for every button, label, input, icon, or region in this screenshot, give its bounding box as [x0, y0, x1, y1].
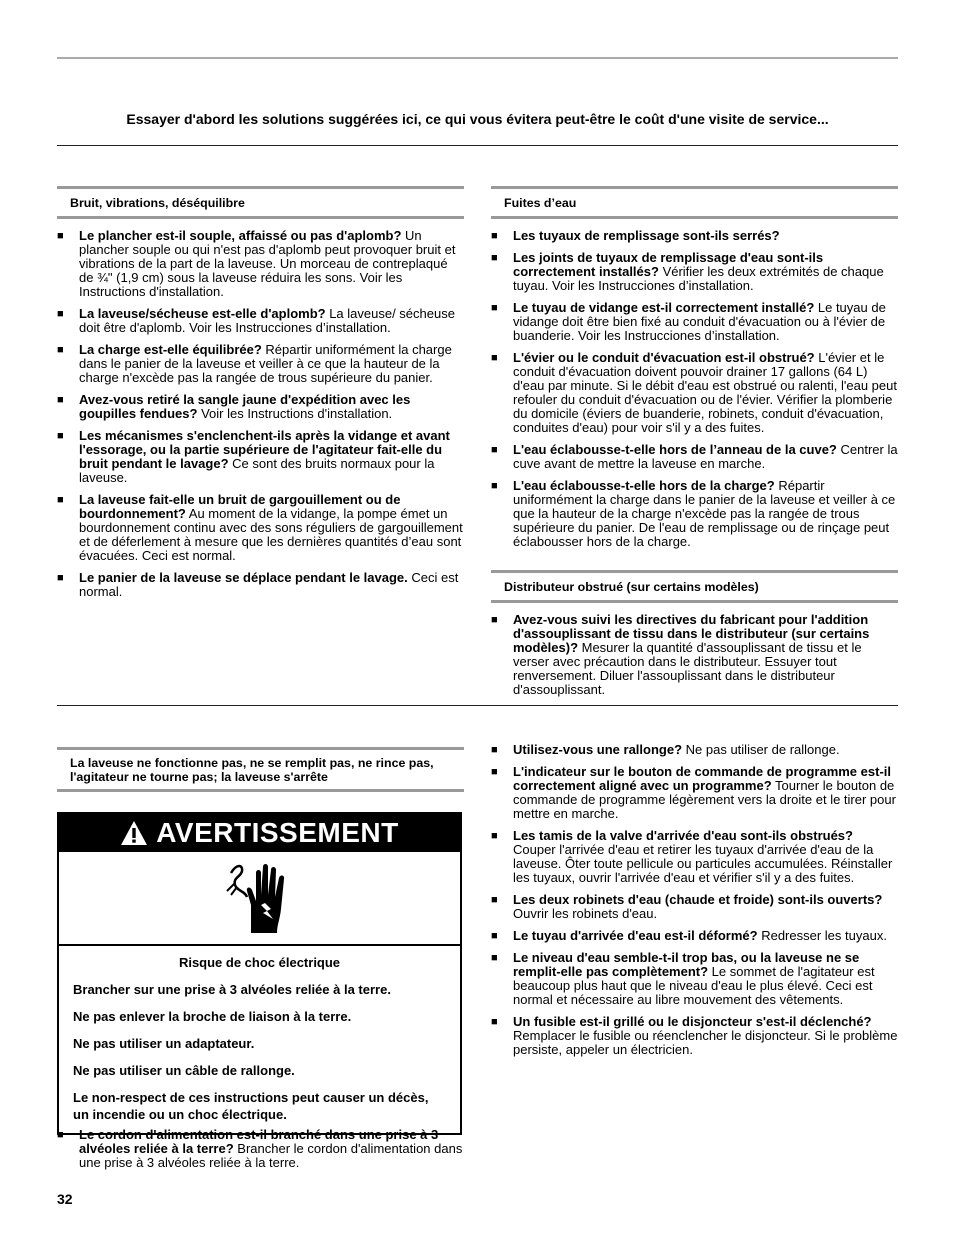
- list-item: [491, 929, 898, 943]
- list-item: [491, 743, 898, 757]
- question-text: L'eau éclabousse-t-elle hors de la charge?: [513, 478, 775, 493]
- question-text: Utilisez-vous une rallonge?: [513, 742, 683, 757]
- question-text: Le plancher est-il souple, affaissé ou pas d'aplomb?: [79, 228, 402, 243]
- section-leaks: [491, 186, 898, 557]
- dispenser-list: [491, 613, 898, 697]
- question-text: Le tuyau de vidange est-il correctement installé?: [513, 300, 815, 315]
- list-item: [491, 229, 898, 243]
- question-text: Les joints de tuyaux de remplissage d'eau sont-ils correctement installés?: [513, 250, 824, 279]
- question-text: Avez-vous suivi les directives du fabricant pour l'addition d'assouplissant de tissu dans le distributeur (sur certains modèles)?: [513, 612, 870, 655]
- warning-line: Ne pas utiliser un adaptateur.: [73, 1036, 255, 1051]
- section-heading: La laveuse ne fonctionne pas, ne se remplit pas, ne rince pas, l'agitateur ne tourne pas; la laveuse s'arrête: [57, 747, 464, 792]
- section-noise: [57, 186, 464, 607]
- list-item: [491, 951, 898, 1007]
- answer-text: Au moment de la vidange, la pompe émet un bourdonnement continu avec des sons réguliers de gargouillement et de déferlement à mesure que les dernières quantités d’eau sont évacuées. Ceci est normal.: [79, 506, 463, 563]
- intro-rule: [57, 145, 898, 146]
- intro-text: Essayer d'abord les solutions suggérées ici, ce qui vous évitera peut-être le coût d'une visite de service...: [126, 111, 829, 127]
- question-text: L'indicateur sur le bouton de commande de programme est-il correctement aligné avec un programme?: [513, 764, 891, 793]
- question-text: Le tuyau d'arrivée d'eau est-il déformé?: [513, 928, 758, 943]
- electric-shock-hand-icon: [225, 861, 295, 935]
- list-item: [491, 893, 898, 921]
- question-text: La laveuse fait-elle un bruit de gargouillement ou de bourdonnement?: [79, 492, 401, 521]
- list-item: [57, 229, 464, 299]
- question-text: Un fusible est-il grillé ou le disjoncteur s'est-il déclenché?: [513, 1014, 872, 1029]
- question-text: Les tuyaux de remplissage sont-ils serrés?: [513, 228, 780, 243]
- answer-text: Couper l'arrivée d'eau et retirer les tuyaux d'arrivée d'eau de la laveuse. Ôter toute pellicule ou particules accumulées. Réinstaller les tuyaux, ouvrir l'arrivée d'eau et vérifier s'il y a des fuites.: [513, 842, 893, 885]
- warning-line: Brancher sur une prise à 3 alvéoles reliée à la terre.: [73, 982, 391, 997]
- answer-text: Remplacer le fusible ou réenclencher le disjoncteur. Si le problème persiste, appeler un électricien.: [513, 1028, 898, 1057]
- question-text: Les mécanismes s'enclenchent-ils après la vidange et avant l'essorage, ou la partie supérieure de l'agitateur fait-elle du bruit pendant le lavage?: [79, 428, 450, 471]
- section-heading: Distributeur obstrué (sur certains modèles): [491, 570, 898, 603]
- top-rule: [57, 57, 898, 59]
- warning-header: [59, 814, 460, 852]
- section-dispenser: [491, 570, 898, 705]
- answer-text: Ne pas utiliser de rallonge.: [682, 742, 840, 757]
- answer-text: Redresser les tuyaux.: [757, 928, 887, 943]
- answer-text: Brancher le cordon d'alimentation dans une prise à 3 alvéoles reliée à la terre.: [79, 1141, 463, 1170]
- list-item: [57, 1128, 464, 1170]
- section-heading: Bruit, vibrations, déséquilibre: [57, 186, 464, 219]
- list-item: [491, 765, 898, 821]
- answer-text: Le sommet de l'agitateur est beaucoup plus haut que le niveau d'eau le plus élevé. Ceci est normal et nécessaire au libre mouvement des vêtements.: [513, 964, 875, 1007]
- question-text: La charge est-elle équilibrée?: [79, 342, 262, 357]
- power-cord-list: [57, 1128, 464, 1170]
- list-item: [57, 307, 464, 335]
- page-number: 32: [57, 1191, 73, 1207]
- noise-list: [57, 229, 464, 599]
- warning-title: AVERTISSEMENT: [156, 817, 399, 848]
- section-heading: Fuites d’eau: [491, 186, 898, 219]
- answer-text: Répartir uniformément la charge dans le panier de la laveuse et veiller à ce que la hauteur de la charge n'excède pas la rangée de trous supérieure du panier. De l'eau de remplissage ou de rinçage peut éclabousser hors de la charge.: [513, 478, 896, 549]
- list-item: [491, 1015, 898, 1057]
- answer-text: La laveuse/ sécheuse doit être d'aplomb. Voir les Instrucciones d’installation.: [79, 306, 455, 335]
- warning-body: [59, 946, 460, 1133]
- list-item: [491, 829, 898, 885]
- question-text: L'évier ou le conduit d'évacuation est-il obstrué?: [513, 350, 815, 365]
- section-not-running-after: [57, 1128, 464, 1178]
- section-not-running-right: [491, 743, 898, 1065]
- list-item: [57, 343, 464, 385]
- warning-triangle-icon: [120, 820, 148, 846]
- list-item: [57, 571, 464, 599]
- list-item: [491, 613, 898, 697]
- answer-text: L'évier et le conduit d'évacuation doivent pouvoir drainer 17 gallons (64 L) d'eau par minute. Si le débit d'eau est obstrué ou ralenti, l'eau peut refouler du conduit d'évacuation ou de l'évier. Vérifier la plomberie du domicile (éviers de buanderie, robinets, conduit d'évacuation, conduites d'eau) pour voir s'il y a des fuites.: [513, 350, 897, 435]
- question-text: Le panier de la laveuse se déplace pendant le lavage.: [79, 570, 408, 585]
- not-running-list: [491, 743, 898, 1057]
- question-text: Avez-vous retiré la sangle jaune d'expédition avec les goupilles fendues?: [79, 392, 411, 421]
- list-item: [491, 479, 898, 549]
- question-text: Le niveau d'eau semble-t-il trop bas, ou la laveuse ne se remplit-elle pas complètement?: [513, 950, 860, 979]
- list-item: [57, 393, 464, 421]
- question-text: Les deux robinets d'eau (chaude et froide) sont-ils ouverts?: [513, 892, 883, 907]
- list-item: [491, 351, 898, 435]
- answer-text: Ceci est normal.: [79, 570, 459, 599]
- answer-text: Un plancher souple ou qui n'est pas d'aplomb peut provoquer bruit et vibrations de la part de la laveuse. Un morceau de contreplaqué de ¾" (1,9 cm) sous la laveuse réduira les sons. Voir les Instructions d'installation.: [79, 228, 456, 299]
- question-text: La laveuse/sécheuse est-elle d'aplomb?: [79, 306, 326, 321]
- answer-text: Tourner le bouton de commande de programme légèrement vers la droite et le tirer pour mettre en marche.: [513, 778, 896, 821]
- answer-text: Centrer la cuve avant de mettre la laveuse en marche.: [513, 442, 898, 471]
- section-not-running: [57, 747, 464, 792]
- list-item: [491, 251, 898, 293]
- answer-text: Le tuyau de vidange doit être bien fixé au conduit d'évacuation ou à l'évier de buanderie. Voir les Instrucciones d’installation.: [513, 300, 886, 343]
- answer-text: Voir les Instructions d'installation.: [197, 406, 393, 421]
- warning-risk: Risque de choc électrique: [178, 955, 341, 970]
- list-item: [491, 443, 898, 471]
- question-text: L'eau éclabousse-t-elle hors de l’anneau de la cuve?: [513, 442, 837, 457]
- answer-text: Répartir uniformément la charge dans le panier de la laveuse et veiller à ce que la hauteur de la charge n'excède pas la rangée de trous supérieure du panier.: [79, 342, 452, 385]
- answer-text: Ouvrir les robinets d'eau.: [513, 906, 658, 921]
- answer-text: Mesurer la quantité d'assouplissant de tissu et le verser avec précaution dans le distributeur. Essuyer tout renversement. Diluer l'assouplissant dans le distributeur d'assouplissant.: [513, 640, 862, 697]
- middle-rule: [57, 705, 898, 706]
- answer-text: Vérifier les deux extrémités de chaque tuyau. Voir les Instrucciones d’installation.: [513, 264, 884, 293]
- warning-box: [57, 812, 462, 1135]
- warning-line: Ne pas utiliser un câble de rallonge.: [73, 1063, 295, 1078]
- leaks-list: [491, 229, 898, 549]
- warning-line: Ne pas enlever la broche de liaison à la terre.: [73, 1009, 352, 1024]
- warning-consequence: Le non-respect de ces instructions peut causer un décès, un incendie ou un choc électrique.: [73, 1090, 429, 1122]
- answer-text: Ce sont des bruits normaux pour la laveuse.: [79, 456, 435, 485]
- question-text: Le cordon d'alimentation est-il branché dans une prise à 3 alvéoles reliée à la terre?: [79, 1127, 439, 1156]
- list-item: [57, 429, 464, 485]
- list-item: [57, 493, 464, 563]
- question-text: Les tamis de la valve d'arrivée d'eau sont-ils obstrués?: [513, 828, 853, 843]
- list-item: [491, 301, 898, 343]
